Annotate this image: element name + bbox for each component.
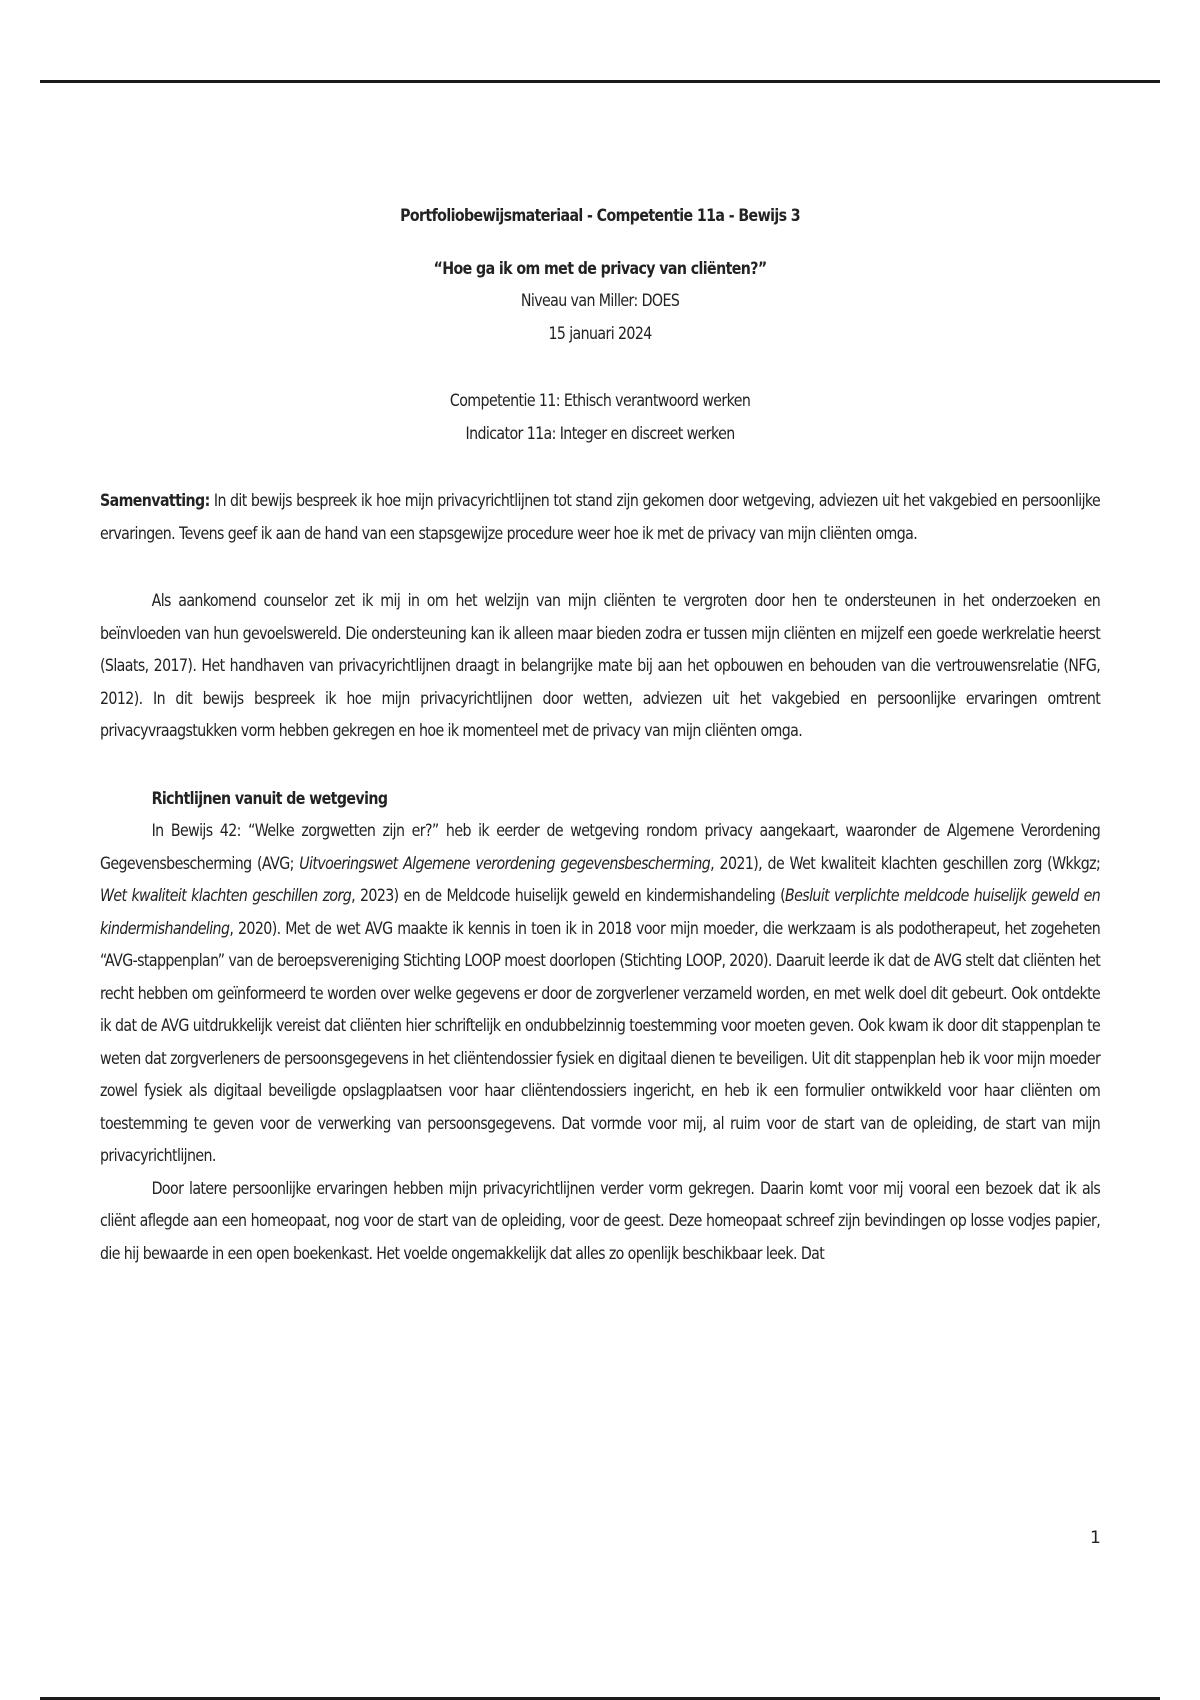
document-date: 15 januari 2024	[548, 323, 652, 343]
miller-level: Niveau van Miller: DOES	[520, 291, 680, 310]
law-paragraph: In Bewijs 42: “Welke zorgwetten zijn er?” heb ik eerder de wetgeving rondom privacy aangekaart, waaronder de Algemene Verordening Gegevensbescherming (AVG; Uitvoeringswet Algemene verordening gegevensbescherming, 2021), de Wet kwaliteit klachten geschillen zorg (Wkkgz; Wet kwaliteit klachten geschillen zorg, 2023) en de Meldcode huiselijk geweld en kindermishandeling (Besluit verplichte meldcode huiselijk geweld en kindermishandeling, 2020). Met de wet AVG maakte ik kennis in toen ik in 2018 voor mijn moeder, die werkzaam is als podotherapeut, het zogeheten “AVG-stappenplan” van de beroepsvereniging Stichting LOOP moest doorlopen (Stichting LOOP, 2020). Daaruit leerde ik dat de AVG stelt dat cliënten het recht hebben om geïnformeerd te worden over welke gegevens er door de zorgverlener verzameld worden, en met welk doel dit gebeurt. Ook ontdekte ik dat de AVG uitdrukkelijk vereist dat cliënten hier schriftelijk en ondubbelzinnig toestemming voor moeten geven. Ook kwam ik door dit stappenplan te weten dat zorgverleners de persoonsgegevens in het cliëntendossier fysiek en digitaal dienen te beveiligen. Uit dit stappenplan heb ik voor mijn moeder zowel fysiek als digitaal beveiligde opslagplaatsen voor haar cliëntendossiers ingericht, en heb ik een formulier ontwikkeld voor haar cliënten om toestemming te geven voor de verwerking van persoonsgegevens. Dat vormde voor mij, al ruim voor de start van de opleiding, de start van mijn privacyrichtlijnen.	[100, 821, 1101, 1165]
top-rule	[40, 80, 1160, 83]
summary-label: Samenvatting:	[100, 491, 210, 510]
document-title: Portfoliobewijsmateriaal - Competentie 11a - Bewijs 3	[400, 206, 801, 225]
page-number: 1	[1090, 1528, 1101, 1548]
summary-text: In dit bewijs bespreek ik hoe mijn privacyrichtlijnen tot stand zijn gekomen door wetgeving, adviezen uit het vakgebied en persoonlijke ervaringen. Tevens geef ik aan de hand van een stapsgewijze procedure weer hoe ik met de privacy van mijn cliënten omga.	[100, 491, 1101, 543]
experience-paragraph: Door latere persoonlijke ervaringen hebben mijn privacyrichtlijnen verder vorm gekregen. Daarin komt voor mij vooral een bezoek dat ik als cliënt aflegde aan een homeopaat, nog voor de start van de opleiding, voor de geest. Deze homeopaat schreef zijn bevindingen op losse vodjes papier, die hij bewaarde in een open boekenkast. Het voelde ongemakkelijk dat alles zo openlijk beschikbaar leek. Dat	[100, 1178, 1101, 1263]
intro-paragraph: Als aankomend counselor zet ik mij in om het welzijn van mijn cliënten te vergroten door hen te ondersteunen in het onderzoeken en beïnvloeden van hun gevoelswereld. Die ondersteuning kan ik alleen maar bieden zodra er tussen mijn cliënten en mijzelf een goede werkrelatie heerst (Slaats, 2017). Het handhaven van privacyrichtlijnen draagt in belangrijke mate bij aan het opbouwen en behouden van die vertrouwensrelatie (NFG, 2012). In dit bewijs bespreek ik hoe mijn privacyrichtlijnen door wetten, adviezen uit het vakgebied en persoonlijke ervaringen omtrent privacyvraagstukken vorm hebben gekregen en hoe ik momenteel met de privacy van mijn cliënten omga.	[100, 591, 1101, 740]
competence-line: Competentie 11: Ethisch verantwoord werken	[449, 391, 751, 410]
indicator-line: Indicator 11a: Integer en discreet werken	[465, 423, 735, 443]
document-question: “Hoe ga ik om met de privacy van cliënten?”	[433, 258, 767, 278]
summary-paragraph	[100, 485, 1100, 550]
section-heading: Richtlijnen vanuit de wetgeving	[151, 788, 388, 808]
document-page	[100, 200, 1100, 1270]
